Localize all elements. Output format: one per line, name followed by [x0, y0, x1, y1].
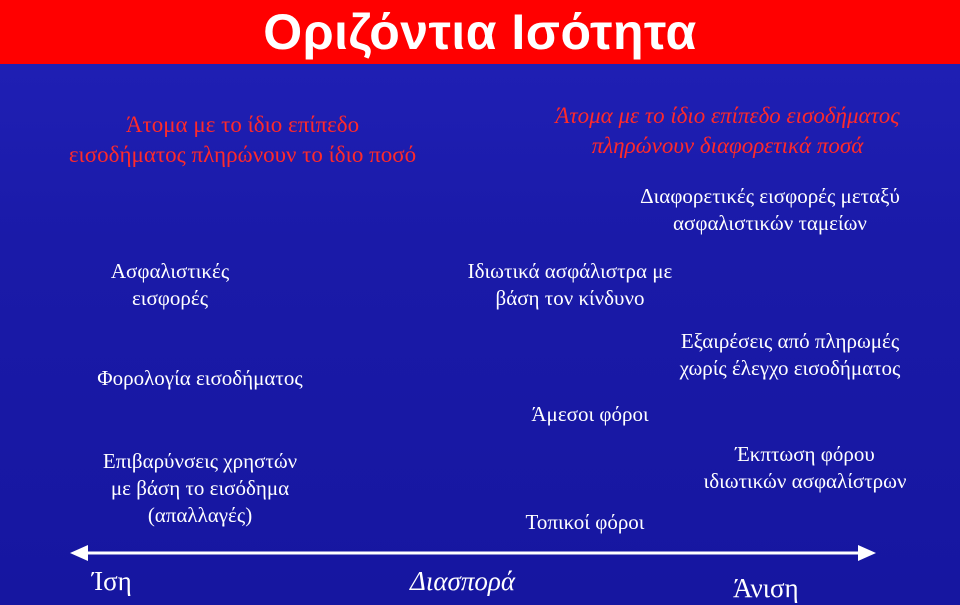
heading-right-line-1: Άτομα με το ίδιο επίπεδο εισοδήματος: [555, 103, 900, 128]
middle-item-1-line-2: βάση τον κίνδυνο: [495, 286, 645, 310]
heading-left-line-1: Άτομα με το ίδιο επίπεδο: [125, 112, 360, 137]
right-item-1-line-1: Διαφορετικές εισφορές μεταξύ: [640, 184, 900, 208]
heading-left-line-2: εισοδήματος πληρώνουν το ίδιο ποσό: [68, 142, 417, 167]
left-item-3-line-3: (απαλλαγές): [147, 503, 253, 527]
right-item-3-line-1: Έκπτωση φόρου: [735, 442, 875, 466]
axis-arrowhead-left: [70, 545, 88, 561]
heading-right-line-2: πληρώνουν διαφορετικά ποσά: [591, 133, 864, 158]
middle-item-2-line-1: Άμεσοι φόροι: [531, 402, 649, 426]
left-item-1-line-1: Ασφαλιστικές: [110, 259, 230, 283]
left-item-3-line-1: Επιβαρύνσεις χρηστών: [102, 449, 298, 473]
left-item-2-line-1: Φορολογία εισοδήματος: [97, 366, 303, 390]
axis-label-unequal: Άνιση: [733, 573, 799, 603]
axis-label-dispersion: Διασπορά: [410, 566, 515, 596]
right-item-1-line-2: ασφαλιστικών ταμείων: [673, 211, 867, 235]
right-item-3-line-2: ιδιωτικών ασφαλίστρων: [703, 469, 907, 493]
middle-item-1-line-1: Ιδιωτικά ασφάλιστρα με: [467, 259, 673, 283]
middle-item-3-line-1: Τοπικοί φόροι: [525, 510, 645, 534]
axis-label-equal: Ίση: [92, 566, 132, 596]
left-item-1-line-2: εισφορές: [131, 286, 209, 310]
right-item-2-line-2: χωρίς έλεγχο εισοδήματος: [679, 356, 901, 380]
left-item-3-line-2: με βάση το εισόδημα: [110, 476, 290, 500]
axis-arrowhead-right: [858, 545, 876, 561]
slide-title: Οριζόντια Ισότητα: [263, 4, 697, 60]
right-item-2-line-1: Εξαιρέσεις από πληρωμές: [680, 329, 900, 353]
